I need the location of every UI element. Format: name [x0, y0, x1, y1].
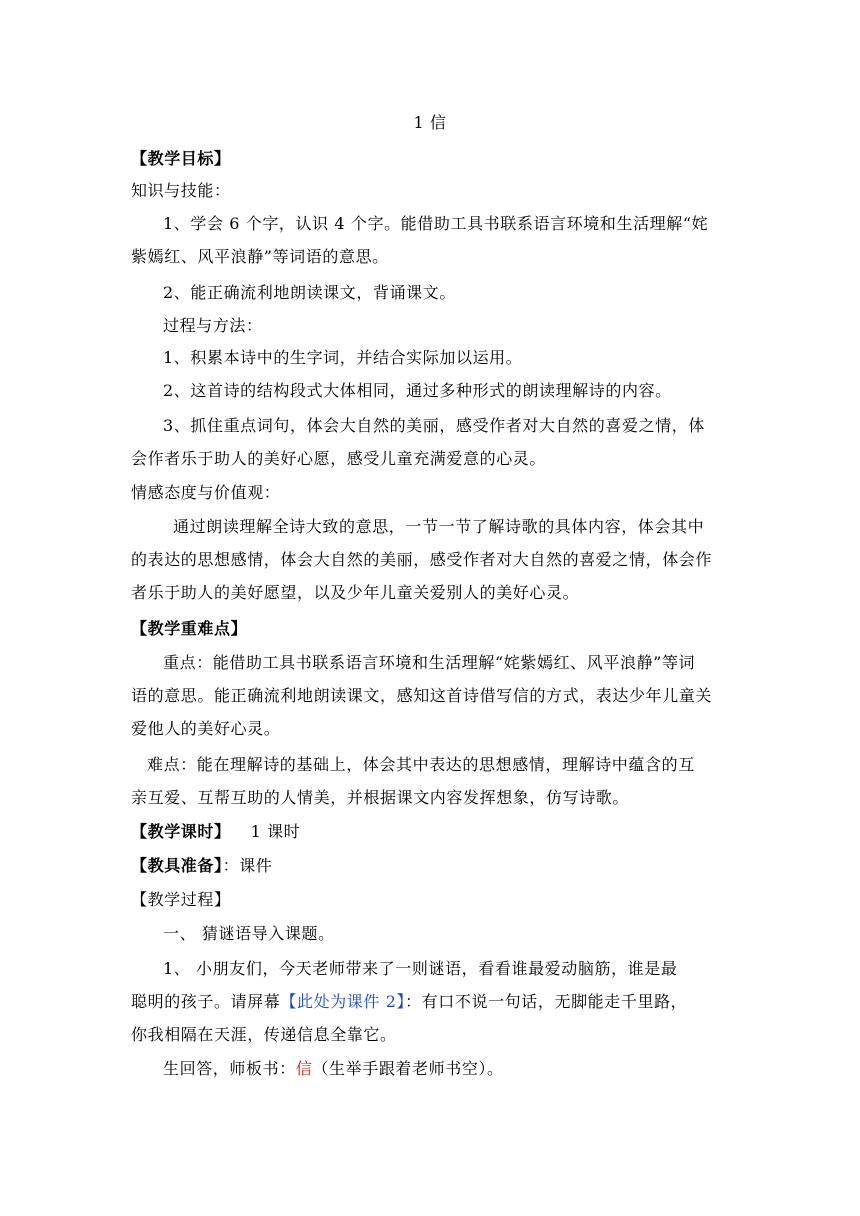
knowledge-heading: 知识与技能： — [131, 181, 231, 200]
key-point-line-1: 重点：能借助工具书联系语言环境和生活理解“姹紫嫣红、风平浪静”等词 — [163, 653, 696, 672]
emotion-line-3: 者乐于助人的美好愿望，以及少年儿童关爱别人的美好心灵。 — [131, 583, 580, 602]
key-point-line-2: 语的意思。能正确流利地朗读课文，感知这首诗借写信的方式，表达少年儿童关 — [131, 686, 713, 705]
page-title: 1 信 — [413, 113, 447, 132]
answer-line-end: （生举手跟着老师书空）。 — [312, 1059, 504, 1078]
process-item-2: 2、这首诗的结构段式大体相同，通过多种形式的朗读理解诗的内容。 — [163, 381, 672, 400]
answer-line-start: 生回答，师板书： — [163, 1059, 296, 1078]
tools-row — [131, 855, 272, 877]
teaching-process-heading: 【教学过程】 — [131, 890, 231, 909]
step-1-para-line-1: 1、 小朋友们，今天老师带来了一则谜语，看看谁最爱动脑筋，谁是最 — [163, 959, 678, 978]
step-1-para-line-2-end: ：有口不说一句话，无脚能走千里路， — [405, 992, 688, 1011]
emotion-line-2: 的表达的思想感情，体会大自然的美丽，感受作者对大自然的喜爱之情，体会作 — [131, 550, 713, 569]
knowledge-item-1-line-2: 紫嫣红、风平浪静”等词语的意思。 — [131, 247, 389, 266]
emotion-line-1: 通过朗读理解全诗大致的意思，一节一节了解诗歌的具体内容，体会其中 — [173, 517, 705, 536]
step-1-para-line-3: 你我相隔在天涯，传递信息全靠它。 — [131, 1025, 397, 1044]
process-heading: 过程与方法： — [163, 316, 263, 335]
highlighted-character: 信 — [295, 1059, 313, 1078]
key-point-line-3: 爱他人的美好心灵。 — [131, 719, 281, 738]
hours-row — [131, 821, 300, 843]
process-item-3-line-2: 会作者乐于助人的美好心愿，感受儿童充满爱意的心灵。 — [131, 449, 547, 468]
process-item-3-line-1: 3、抓住重点词句，体会大自然的美丽，感受作者对大自然的喜爱之情，体 — [163, 416, 705, 435]
difficulty-heading: 【教学重难点】 — [131, 619, 248, 638]
emotion-heading: 情感态度与价值观： — [131, 483, 281, 502]
courseware-link[interactable]: 【此处为课件 2】 — [280, 992, 406, 1011]
hard-point-line-1: 难点：能在理解诗的基础上，体会其中表达的思想感情，理解诗中蕴含的互 — [147, 755, 695, 774]
tools-heading: 【教具准备】 — [131, 856, 223, 875]
answer-line — [163, 1058, 504, 1080]
hard-point-line-2: 亲互爱、互帮互助的人情美，并根据课文内容发挥想象，仿写诗歌。 — [131, 788, 630, 807]
hours-value: 1 课时 — [250, 822, 301, 841]
knowledge-item-2: 2、能正确流利地朗读课文，背诵课文。 — [163, 283, 456, 302]
step-1-para-line-2 — [131, 991, 687, 1013]
tools-value: ：课件 — [222, 856, 273, 875]
knowledge-item-1-line-1: 1、学会 6 个字，认识 4 个字。能借助工具书联系语言环境和生活理解“姹 — [163, 214, 709, 233]
goals-heading: 【教学目标】 — [131, 149, 231, 168]
step-1-para-line-2-start: 聪明的孩子。请屏幕 — [131, 992, 281, 1011]
process-item-1: 1、积累本诗中的生字词，并结合实际加以运用。 — [163, 348, 523, 367]
hours-heading: 【教学课时】 — [131, 822, 231, 841]
step-1-heading: 一、 猜谜语导入课题。 — [163, 924, 335, 943]
